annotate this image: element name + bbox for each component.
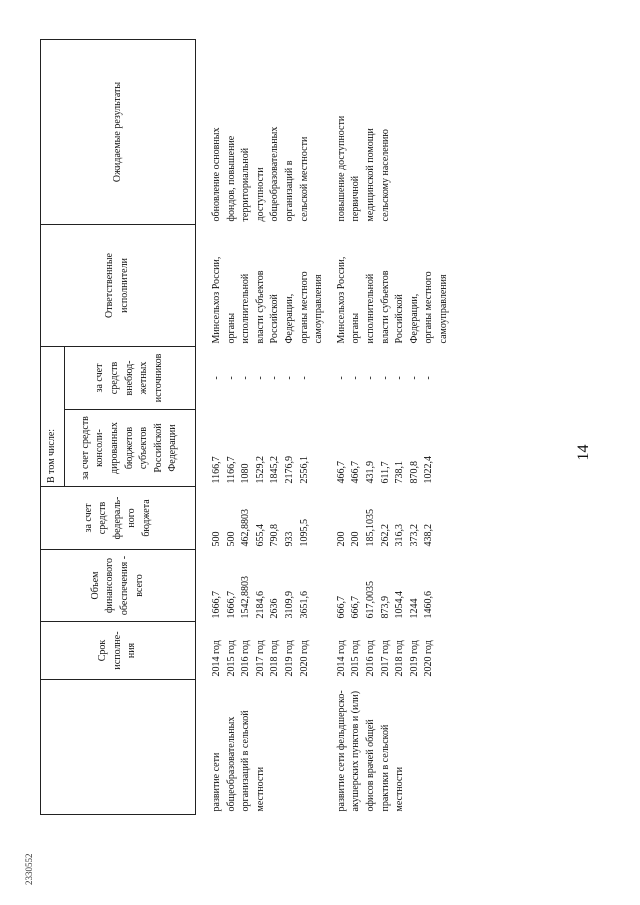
cell-regional: 1166,7 1166,7 1080 1529,2 1845,2 2176,9 2556,1 [211, 456, 310, 484]
header-federal: за счет средств федераль-ного бюджета [41, 487, 196, 550]
header-term: Срок исполне-ния [41, 622, 196, 680]
header-in-that: В том числе: [41, 346, 65, 486]
cell-executors: Минсельхоз России, органы исполнительной власти субъектов Российской Федерации, органы местного самоуправления [335, 256, 449, 344]
header-extra: за счет средств внебюд-жетных источников [64, 346, 195, 409]
cell-federal: 200 200 185,1035 262,2 316,3 373,2 438,2 [335, 509, 435, 547]
header-total: Объем финансового обеспечения - всего [41, 550, 196, 622]
cell-term: 2014 год 2015 год 2016 год 2017 год 2018 год 2019 год 2020 год [335, 640, 435, 677]
cell-extra: - - - - - - - [335, 376, 435, 380]
cell-executors: Минсельхоз России, органы исполнительной власти субъектов Российской Федерации, органы местного самоуправления [211, 256, 325, 344]
results-table [40, 39, 456, 815]
document-stamp: 2330552 [24, 853, 34, 885]
cell-extra: - - - - - - - [211, 376, 310, 380]
page-number: 14 [575, 444, 592, 461]
cell-results: повышение доступности первичной медицинской помощи сельскому населению [335, 115, 391, 222]
header-results: Ожидаемые результаты [41, 39, 196, 224]
cell-total: 666,7 666,7 617,0035 873,9 1054,4 1244 1460,6 [335, 581, 435, 619]
cell-name: развитие сети фельдшерско- акушерских пунктов и (или) офисов врачей общей практики в сельской местности [335, 690, 406, 812]
cell-total: 1666,7 1666,7 1542,8803 2184,6 2636 3109,9 3651,6 [211, 576, 310, 619]
header-executors: Ответственные исполнители [41, 224, 196, 346]
cell-term: 2014 год 2015 год 2016 год 2017 год 2018 год 2019 год 2020 год [211, 640, 310, 677]
cell-results: обновление основных фондов, повышение территориальной доступности общеобразовательных организаций в сельской местности [211, 126, 310, 222]
header-regional: за счет средств консоли-дированных бюджетов субъектов Российской Федерации [64, 410, 195, 487]
header-name [41, 680, 196, 815]
table-row [331, 39, 456, 814]
cell-name: развитие сети общеобразовательных организаций в сельской местности [211, 710, 266, 812]
cell-federal: 500 500 462,8803 655,4 790,8 933 1095,5 [211, 509, 310, 547]
cell-regional: 466,7 466,7 431,9 611,7 738,1 870,8 1022,4 [335, 456, 435, 484]
table-row [196, 39, 331, 814]
